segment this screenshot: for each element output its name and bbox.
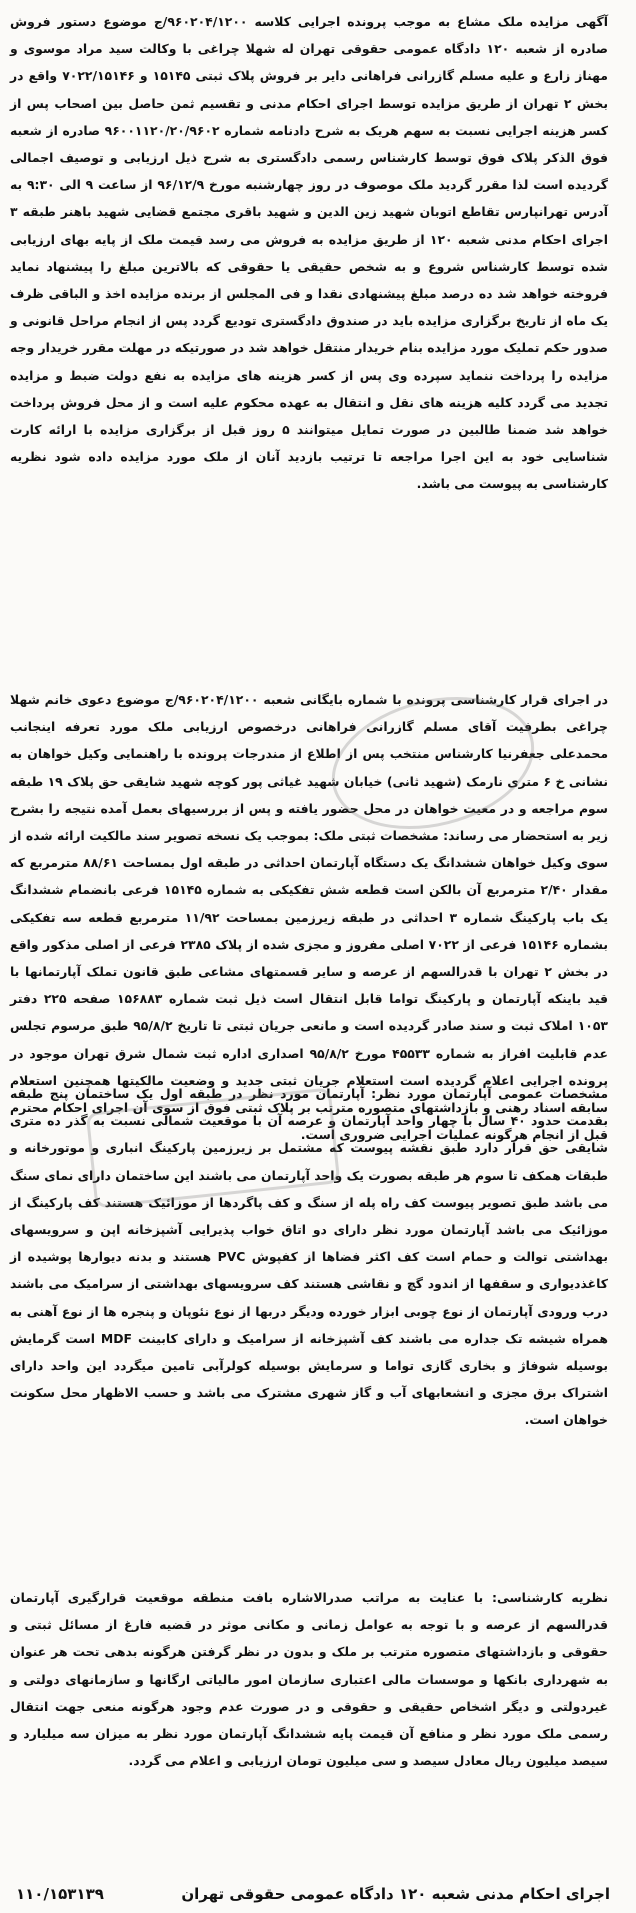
auction-announcement-paragraph: آگهی مزایده ملک مشاع به موجب پرونده اجرایی کلاسه ۹۶۰۲۰۴/۱۲۰۰/ج موضوع دستور فروش صادره از شعبه ۱۲۰ دادگاه عمومی حقوقی تهران له شهلا چراغی با وکالت سید مراد موسوی و مهناز زارع و علیه مسلم گازرانی فراهانی دایر بر فروش پلاک ثبتی ۱۵۱۴۵ و ۷۰۲۲/۱۵۱۴۶ واقع در بخش ۲ تهران از طریق مزایده توسط اجرای احکام مدنی و تقسیم ثمن حاصل بین اصحاب پس از کسر هزینه اجرایی نسبت به سهم هریک به شرح دادنامه شماره ۹۶۰۰۱۱۲۰/۲۰/۹۶۰۲ صادره از شعبه فوق الذکر پلاک فوق توسط کارشناس رسمی دادگستری به شرح ذیل ارزیابی و توصیف اجمالی گردیده است لذا مقرر گردید ملک موصوف در روز چهارشنبه مورخ ۹۶/۱۲/۹ از ساعت ۹ الی ۹:۳۰ به آدرس تهرانپارس تقاطع اتوبان شهید زین الدین و شهید باقری مجتمع قضایی شهید باهنر طبقه ۳ اجرای احکام مدنی شعبه ۱۲۰ از طریق مزایده به فروش می رسد قیمت ملک از پایه بهای ارزیابی شده توسط کارشناس شروع و به شخص حقیقی یا حقوقی که بالاترین مبلغ را پیشنهاد نماید فروخته خواهد شد ده درصد مبلغ پیشنهادی نقدا و فی المجلس از برنده مزایده اخذ و الباقی ظرف یک ماه از تاریخ برگزاری مزایده باید در صندوق دادگستری تودیع گردد پس از انجام مراحل قانونی و صدور حکم تملیک مورد مزایده بنام خریدار منتقل خواهد شد در صورتیکه در مهلت مقرر خریدار وجه مزایده را پرداخت ننماید سپرده وی پس از کسر هزینه های مزایده به نفع دولت ضبط و مزایده تجدید می گردد کلیه هزینه های نقل و انتقال به عهده محکوم علیه است و از محل فروش پرداخت خواهد شد ضمنا طالبین در صورت تمایل میتوانند ۵ روز قبل از برگزاری مزایده با ارائه کارت شناسایی خود به این اجرا مراجعه تا ترتیب بازدید آنان از ملک مورد مزایده داده شود نظریه کارشناسی به پیوست می باشد.: [10, 14, 608, 492]
expert-opinion-paragraph: نظریه کارشناسی: با عنایت به مراتب صدرالاشاره بافت منطقه موقعیت قرارگیری آپارتمان قدرالسهم از عرصه و با توجه به عوامل زمانی و مکانی موثر در قضیه فارغ از مسائل ثبتی و حقوقی و بازداشتهای متصوره مترتب بر ملک و بدون در نظر گرفتن هرگونه بدهی تحت هر عنوان به شهرداری بانکها و موسسات مالی اعتباری سازمان امور مالیاتی ارگانها و سازمانهای دولتی و غیردولتی و دیگر اشخاص حقیقی و حقوقی و در صورت عدم وجود هرگونه منعی جهت انتقال رسمی ملک مورد نظر و منافع آن قیمت پایه ششدانگ آپارتمان مورد نظر به میزان سه میلیارد و سیصد میلیون ریال معادل سیصد و سی میلیون تومان ارزیابی و اعلام می گردد.: [10, 1590, 608, 1769]
footer-reference-code: ۱۱۰/۱۵۳۱۳۹: [16, 1885, 104, 1903]
expert-report-paragraph: در اجرای قرار کارشناسی پرونده با شماره بایگانی شعبه ۹۶۰۲۰۴/۱۲۰۰/ج موضوع دعوی خانم شهلا چراغی بطرفیت آقای مسلم گازرانی فراهانی درخصوص ارزیابی ملک مورد تعرفه اینجانب محمدعلی جعفرنیا کارشناس منتخب پس از اطلاع از مندرجات پرونده با راهنمایی وکیل خواهان به نشانی خ ۶ متری نارمک (شهید ثانی) خیابان شهید غیاثی پور کوچه شهید شایقی حق پلاک ۱۹ طبقه سوم مراجعه و در معیت خواهان در محل حضور یافته و پس از بررسیهای بعمل آمده نتیجه را بشرح زیر به استحضار می رساند: مشخصات ثبتی ملک: بموجب یک نسخه تصویر سند مالکیت ارائه شده از سوی وکیل خواهان ششدانگ یک دستگاه آپارتمان احداثی در طبقه اول بمساحت ۸۸/۶۱ مترمربع که مقدار ۲/۴۰ مترمربع آن بالکن است قطعه شش تفکیکی به شماره ۱۵۱۴۵ فرعی بانضمام ششدانگ یک باب پارکینگ شماره ۳ احداثی در طبقه زیرزمین بمساحت ۱۱/۹۲ مترمربع قطعه سه تفکیکی بشماره ۱۵۱۴۶ فرعی از ۷۰۲۲ اصلی مفروز و مجزی شده از پلاک ۲۳۸۵ فرعی از اصلی مذکور واقع در بخش ۲ تهران با قدرالسهم از عرصه و سایر قسمتهای مشاعی طبق قانون تملک آپارتمانها با قید باینکه آپارتمان و پارکینگ تواما قابل انتقال است ذیل ثبت شماره ۱۵۶۸۸۳ صفحه ۲۲۵ دفتر ۱۰۵۳ املاک ثبت و سند صادر گردیده است و مانعی جریان ثبتی تا تاریخ ۹۵/۸/۲ طبق مرسوم تجلس عدم قابلیت افراز به شماره ۴۵۵۳۳ مورخ ۹۵/۸/۲ اصداری اداره ثبت شمال شرق تهران موجود در پرونده اجرایی اعلام گردیده است استعلام جریان ثبتی جدید و وضعیت مالکیتها همچنین استعلام سابقه اسناد رهنی و بازداشتهای متصوره مترتب بر پلاک ثبتی فوق از سوی آن اجرای احکام محترم قبل از انجام هرگونه عملیات اجرایی ضروری است.: [10, 692, 609, 1143]
notice-footer: [16, 1882, 610, 1906]
apartment-specifications-paragraph: مشخصات عمومی آپارتمان مورد نظر: آپارتمان مورد نظر در طبقه اول یک ساختمان پنج طبقه بقدمت حدود ۴۰ سال با چهار واحد آپارتمان و عرصه آن با موقعیت شمالی نسبت به گذر ده متری شایقی حق قرار دارد طبق نقشه پیوست که مشتمل بر زیرزمین پارکینگ انباری و موتورخانه و طبقات همکف تا سوم هر طبقه بصورت یک واحد آپارتمان می باشند این ساختمان دارای نمای سنگ می باشد طبق تصویر پیوست کف راه پله از سنگ و کف پاگردها از موزائیک هستند کف پارکینگ از موزائیک می باشد آپارتمان مورد نظر دارای دو اتاق خواب پذیرایی آشپزخانه اپن و سرویسهای بهداشتی توالت و حمام است کف اکثر فضاها از کفپوش PVC هستند و بدنه دیوارها پوشیده از کاغذدیواری و سقفها از اندود گچ و نقاشی هستند کف سرویسهای بهداشتی از سرامیک می باشند درب ورودی آپارتمان از نوع چوبی ابزار خورده ودیگر دربها از نوع نئوپان و پنجره ها از نوع آهنی به همراه شیشه تک جداره می باشند کف آشپزخانه از سرامیک و دارای کابینت MDF است گرمایش بوسیله شوفاژ و بخاری گازی تواما و سرمایش بوسیله کولرآبی تامین میگردد این واحد دارای اشتراک برق مجزی و انشعابهای آب و گاز شهری مشترک می باشد و حسب الاظهار محل سکونت خواهان است.: [10, 1086, 609, 1428]
footer-signature: اجرای احکام مدنی شعبه ۱۲۰ دادگاه عمومی حقوقی تهران: [181, 1885, 610, 1903]
